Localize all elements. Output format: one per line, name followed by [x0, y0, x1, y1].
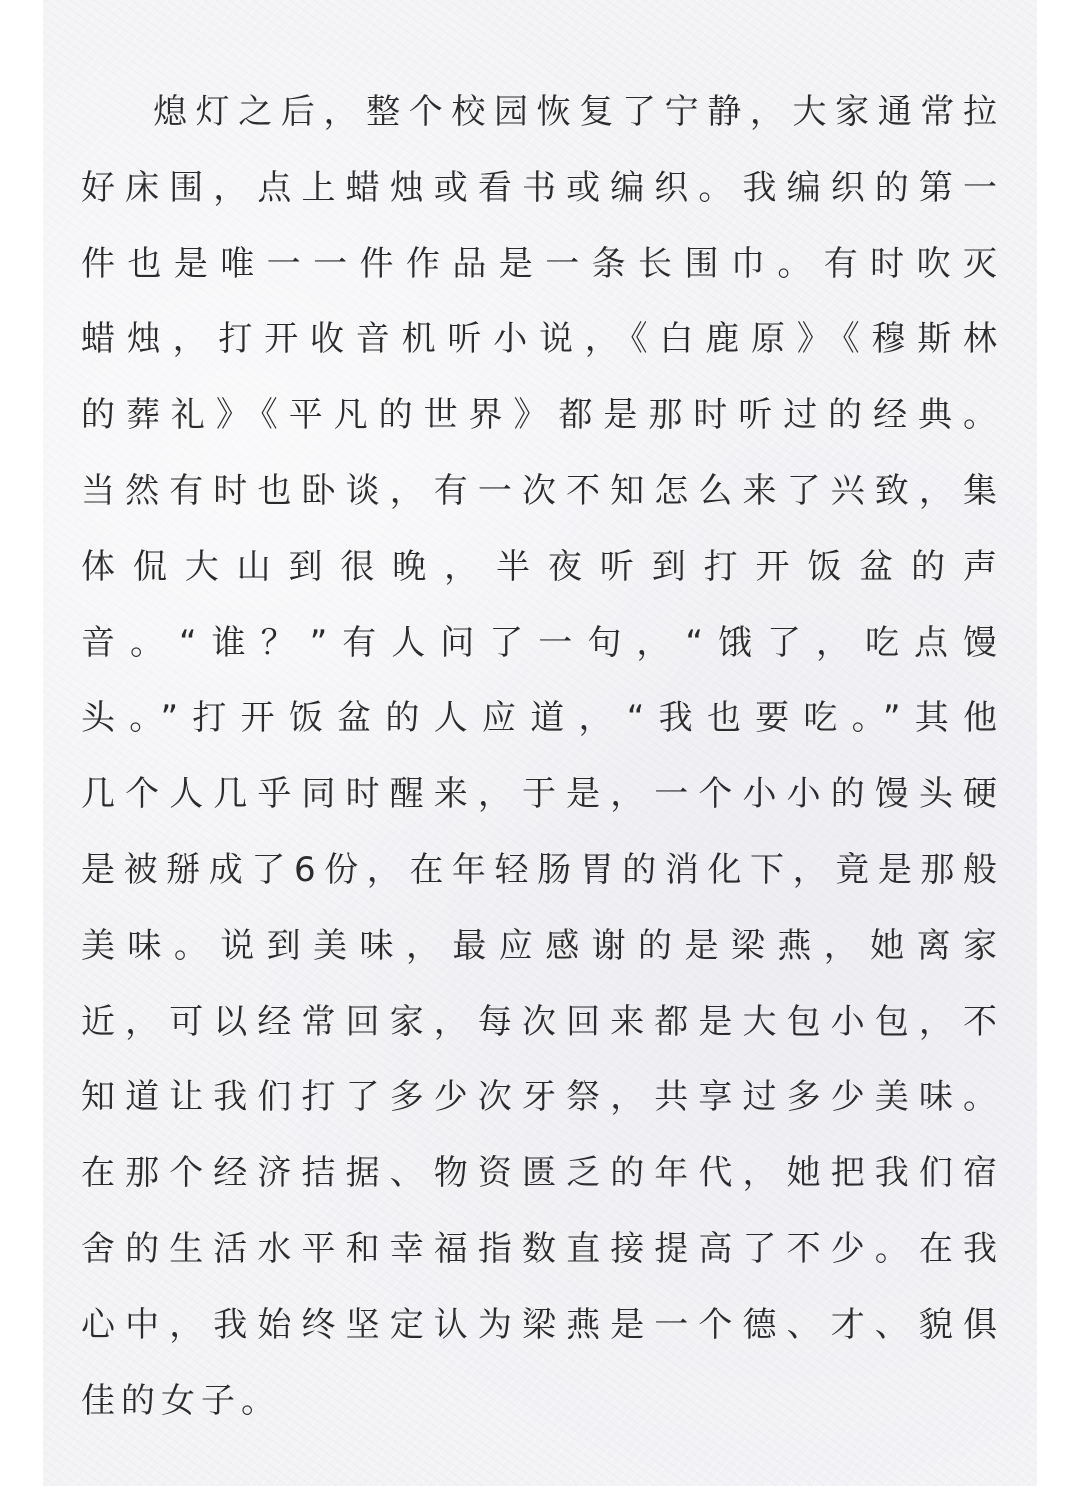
text-line: 体侃大山到很晚，半夜听到打开饭盆的声: [81, 546, 997, 587]
text-line: 件也是唯一一件作品是一条长围巾。有时吹灭: [81, 243, 997, 284]
text-line: 头。”打开饭盆的人应道，“我也要吃。”其他: [81, 698, 997, 739]
text-line: 几个人几乎同时醒来，于是，一个小小的馒头硬: [81, 774, 997, 815]
text-line: 是被掰成了6份，在年轻肠胃的消化下，竟是那般: [81, 849, 997, 890]
text-line: 蜡烛，打开收音机听小说，《白鹿原》《穆斯林: [81, 319, 997, 360]
text-line: 的葬礼》《平凡的世界》都是那时听过的经典。: [81, 395, 997, 436]
text-line: 佳的女子。: [81, 1380, 281, 1421]
text-line: 音。“谁？”有人问了一句，“饿了，吃点馒: [81, 622, 997, 663]
text-line: 熄灯之后，整个校园恢复了宁静，大家通常拉: [153, 92, 997, 132]
text-line: 近，可以经常回家，每次回来都是大包小包，不: [81, 1001, 997, 1042]
text-line: 当然有时也卧谈，有一次不知怎么来了兴致，集: [81, 470, 997, 511]
text-line: 美味。说到美味，最应感谢的是梁燕，她离家: [81, 925, 997, 966]
text-line: 在那个经济拮据、物资匮乏的年代，她把我们宿: [81, 1153, 997, 1194]
text-line: 舍的生活水平和幸福指数直接提高了不少。在我: [81, 1228, 997, 1269]
text-line: 知道让我们打了多少次牙祭，共享过多少美味。: [81, 1077, 997, 1118]
paper-background: [43, 0, 1037, 1486]
article-body: [81, 75, 997, 1439]
text-line: 好床围，点上蜡烛或看书或编织。我编织的第一: [81, 167, 997, 208]
text-line: 心中，我始终坚定认为梁燕是一个德、才、貌俱: [81, 1304, 997, 1345]
